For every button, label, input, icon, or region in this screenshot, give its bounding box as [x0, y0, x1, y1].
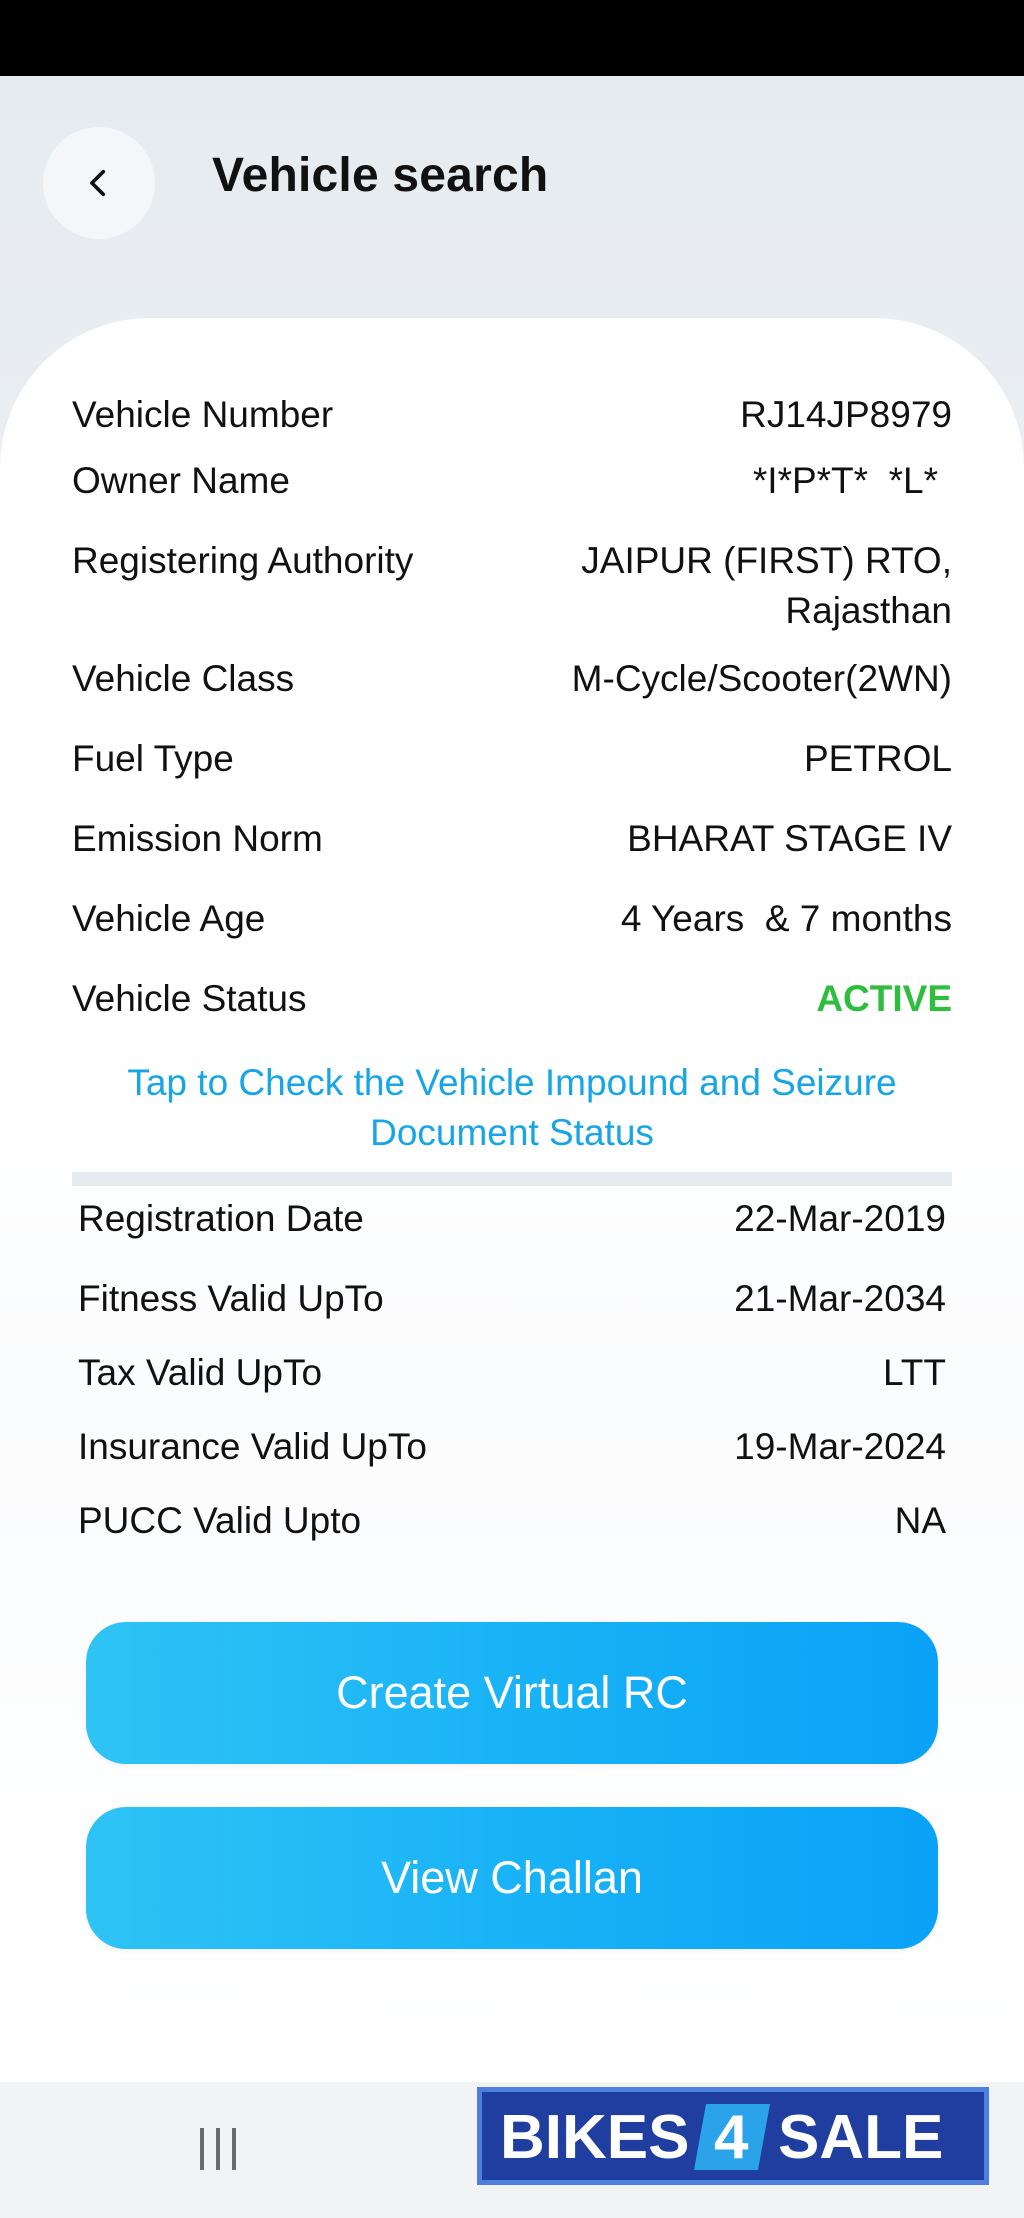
validity-label: Fitness Valid UpTo [78, 1278, 384, 1319]
detail-row-fuel-type [72, 738, 952, 780]
view-challan-button[interactable]: View Challan [86, 1807, 938, 1949]
detail-value: M-Cycle/Scooter(2WN) [571, 658, 952, 699]
back-button[interactable] [43, 127, 155, 239]
validity-label: PUCC Valid Upto [78, 1500, 362, 1541]
detail-label: Emission Norm [72, 818, 323, 859]
detail-label: Vehicle Class [72, 658, 295, 699]
back-chevron-icon [82, 166, 116, 200]
validity-value: 21-Mar-2034 [734, 1278, 946, 1319]
validity-value: LTT [882, 1352, 946, 1393]
detail-label: Vehicle Status [72, 978, 307, 1019]
detail-row-emission-norm [72, 818, 952, 860]
detail-label: Owner Name [72, 460, 290, 501]
detail-label: Vehicle Age [72, 898, 266, 939]
detail-label: Registering Authority [72, 540, 414, 581]
watermark-digit-4: 4 [714, 2103, 749, 2172]
recent-apps-icon[interactable] [200, 2128, 236, 2170]
detail-label: Fuel Type [72, 738, 234, 779]
watermark-word-sale: SALE [778, 2103, 944, 2172]
page-title: Vehicle search [212, 149, 549, 202]
impound-status-link[interactable]: Tap to Check the Vehicle Impound and Seizure Document Status [127, 1062, 897, 1153]
validity-row-registration-date [78, 1198, 946, 1240]
detail-row-vehicle-class [72, 658, 952, 700]
section-divider [72, 1172, 952, 1186]
detail-label: Vehicle Number [72, 394, 334, 435]
bikes4sale-logo [488, 2094, 978, 2178]
detail-row-vehicle-status [72, 978, 952, 1020]
watermark-word-bikes: BIKES [500, 2103, 690, 2172]
validity-label: Tax Valid UpTo [78, 1352, 323, 1393]
validity-value: 22-Mar-2019 [734, 1198, 946, 1239]
validity-row-pucc [78, 1500, 946, 1542]
detail-value: BHARAT STAGE IV [627, 818, 952, 859]
detail-value: RJ14JP8979 [740, 394, 952, 435]
status-bar [0, 0, 1024, 76]
status-badge: ACTIVE [816, 978, 952, 1019]
detail-row-vehicle-number [72, 394, 952, 436]
detail-value: *I*P*T* *L* [752, 460, 938, 501]
detail-value: PETROL [803, 738, 952, 779]
detail-row-vehicle-age [72, 898, 952, 940]
detail-row-owner-name [72, 460, 952, 502]
bikes4sale-watermark [477, 2087, 989, 2185]
detail-row-registering-authority [72, 536, 952, 636]
validity-row-insurance [78, 1426, 946, 1468]
validity-label: Registration Date [78, 1198, 364, 1239]
detail-value: JAIPUR (FIRST) RTO, Rajasthan [581, 540, 952, 631]
validity-value: 19-Mar-2024 [734, 1426, 946, 1467]
detail-value: 4 Years & 7 months [620, 898, 952, 939]
validity-value: NA [894, 1500, 946, 1541]
create-virtual-rc-button[interactable]: Create Virtual RC [86, 1622, 938, 1764]
validity-row-fitness [78, 1278, 946, 1320]
validity-row-tax [78, 1352, 946, 1394]
validity-label: Insurance Valid UpTo [78, 1426, 427, 1467]
